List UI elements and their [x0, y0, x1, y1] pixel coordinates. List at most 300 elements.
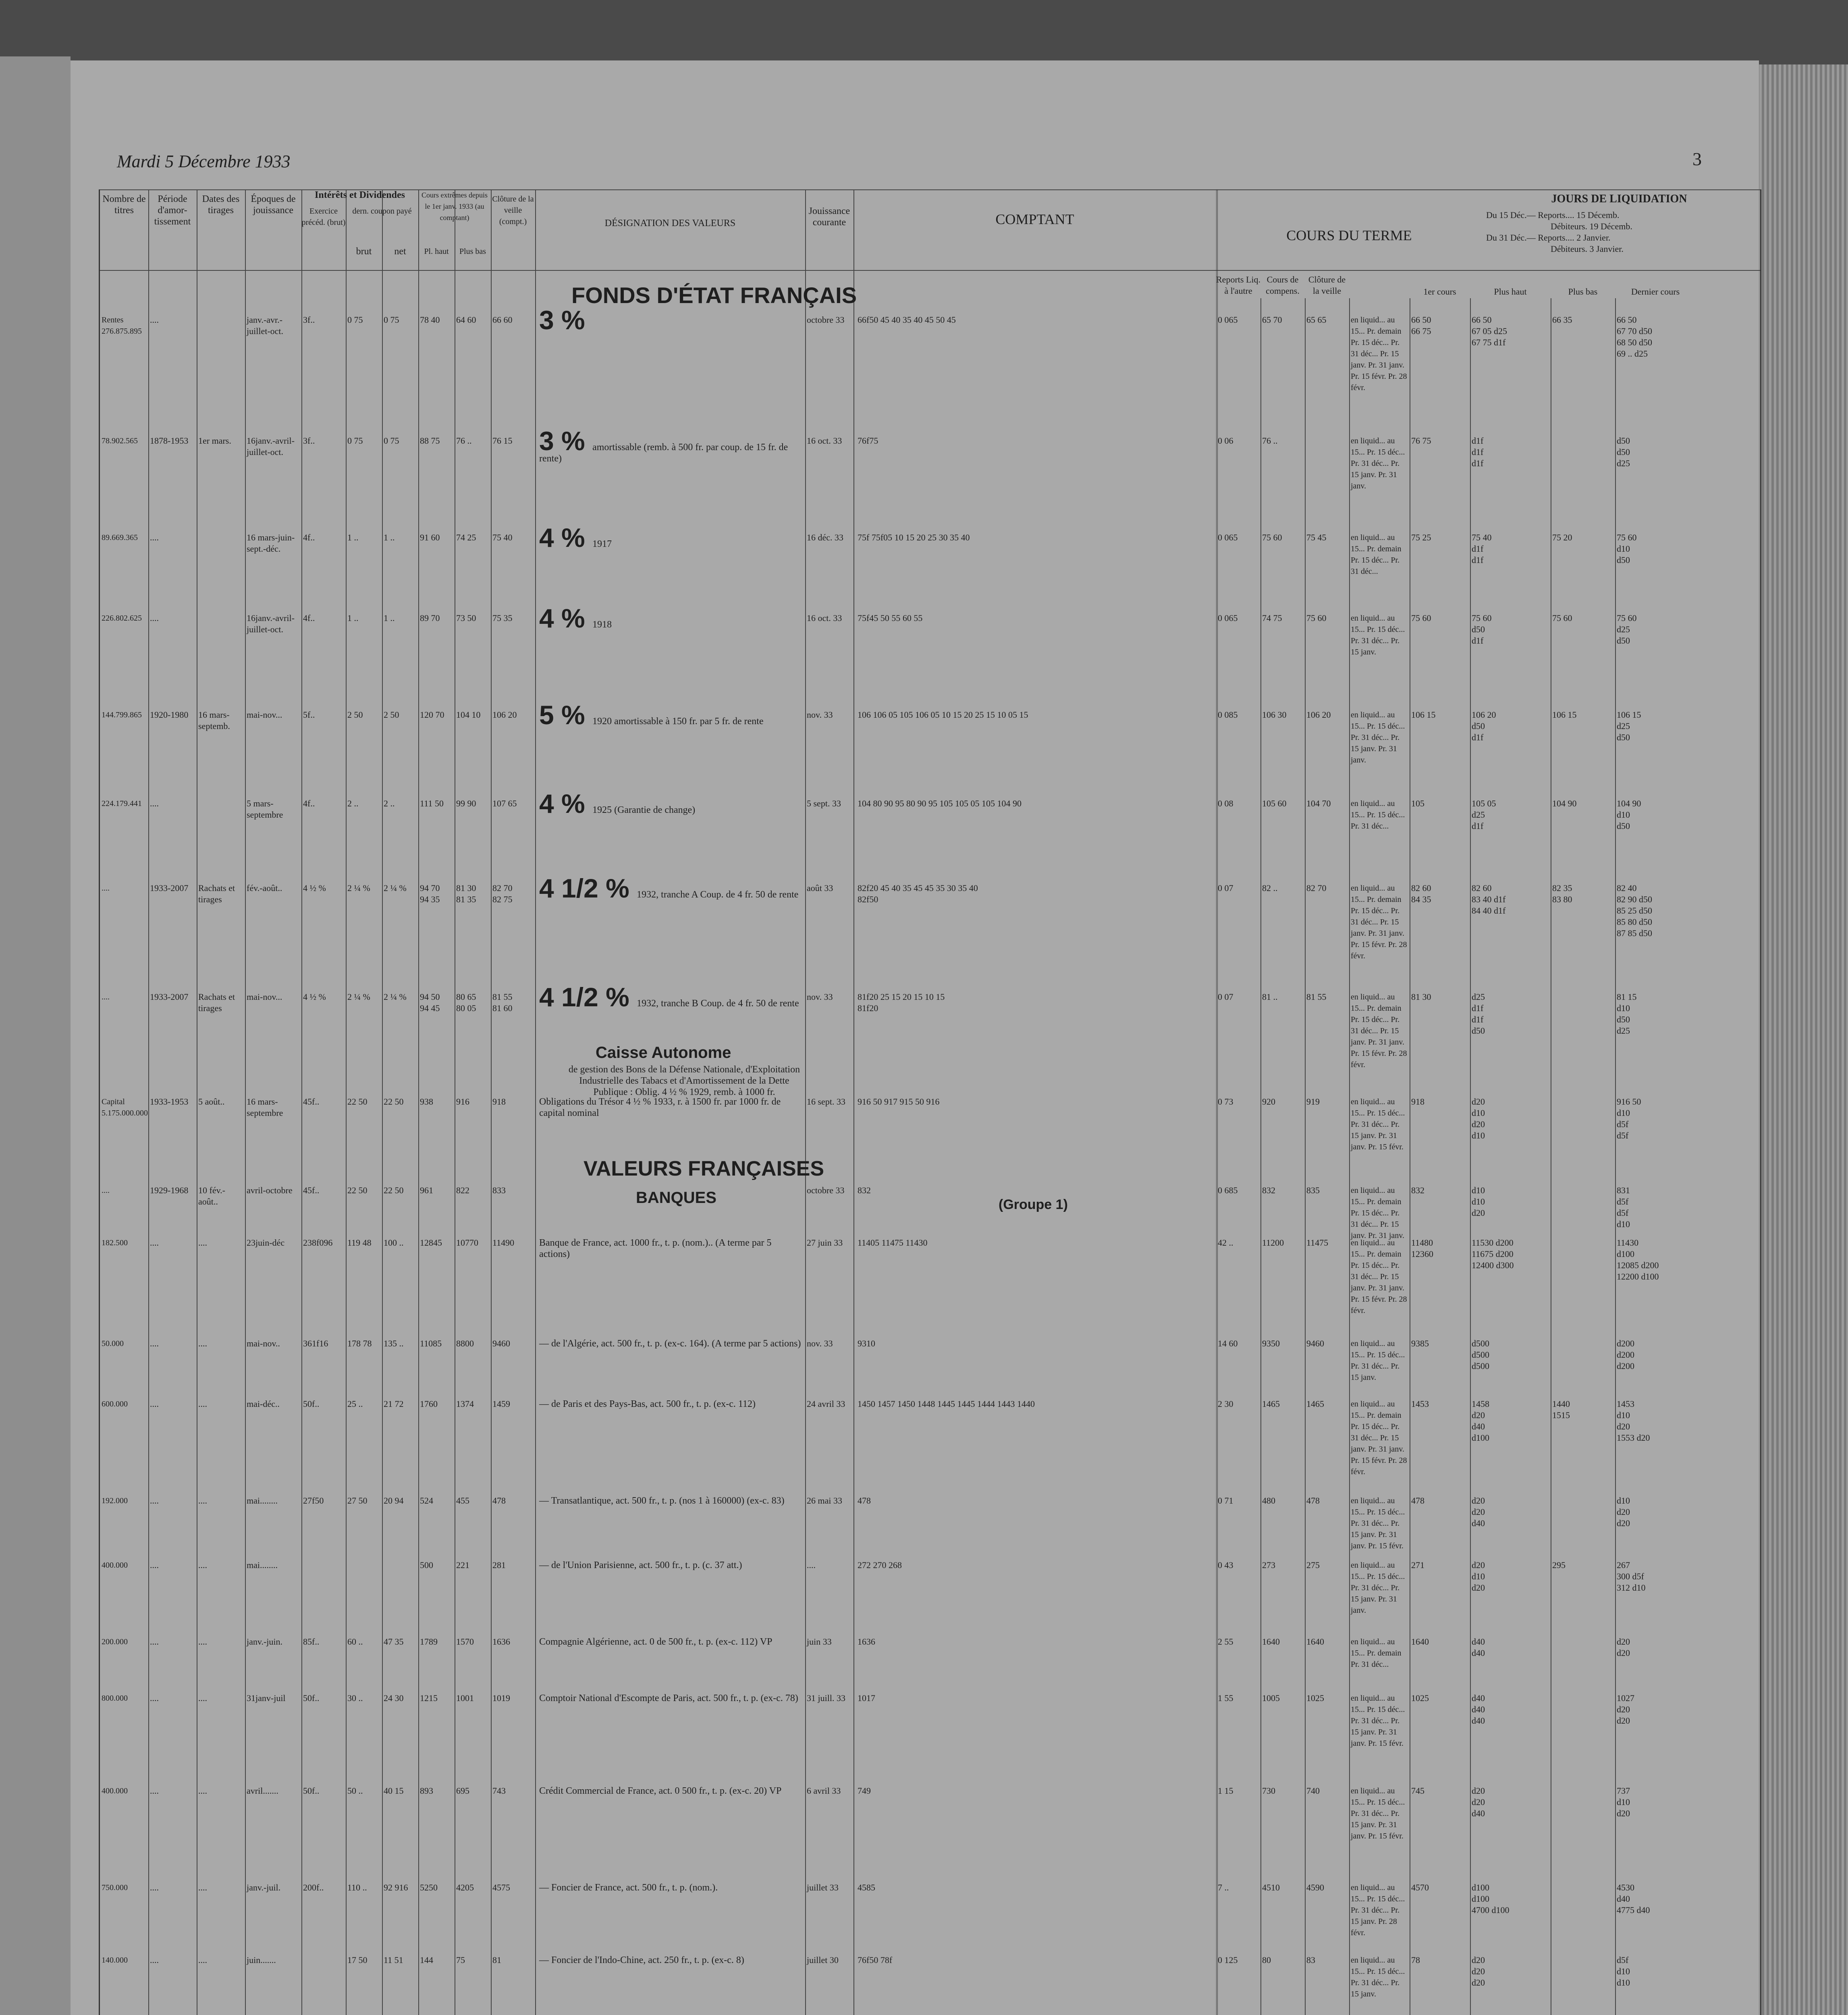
col-cours-compens: Cours de compens.: [1266, 274, 1300, 296]
cell-designation: [539, 700, 801, 730]
cell-jouiss: fév.-août..: [247, 883, 282, 893]
cell-clot2: 65 65: [1306, 315, 1327, 325]
cell-brut: 45f..: [303, 1097, 320, 1107]
cell-liq: en liquid... au 15... Pr. 15 déc... Pr. 31 déc... Pr. 15 janv. Pr. 31 janv.: [1351, 1561, 1407, 1615]
cell-p1: 1025: [1411, 1693, 1429, 1703]
cell-dc: 916 50 d10 d5f d5f: [1617, 1097, 1641, 1140]
cell-bas: 916: [456, 1097, 469, 1107]
cell-designation: [539, 1882, 801, 1893]
cell-brut: 4f..: [303, 532, 315, 542]
cell-dc: 267 300 d5f 312 d10: [1617, 1560, 1646, 1593]
cell-haut: 88 75: [420, 436, 440, 446]
cell-clot2: 82 70: [1306, 883, 1327, 893]
cell-net: 11 51: [384, 1955, 403, 1965]
cell-jcour: juillet 30: [807, 1955, 839, 1965]
cell-titres: Rentes 276.875.895: [102, 316, 142, 336]
cell-coupon: 17 50: [347, 1955, 368, 1965]
cell-ph: d10 d10 d20: [1472, 1185, 1485, 1218]
cell-dc: 4530 d40 4775 d40: [1617, 1882, 1650, 1915]
cell-clot: 11490: [492, 1238, 515, 1248]
cell-clot2: 4590: [1306, 1882, 1324, 1892]
cell-jcour: octobre 33: [807, 1185, 845, 1195]
cell-cours: 106 30: [1262, 710, 1287, 720]
cell-rep: 0 73: [1218, 1097, 1233, 1107]
designation-text: 1918: [592, 619, 612, 630]
cell-liq: en liquid... au 15... Pr. 15 déc... Pr. 31 déc... Pr. 15 janv. Pr. 31 janv. Pr. 15 févr.: [1351, 1694, 1407, 1748]
cell-bas: 75: [456, 1955, 465, 1965]
cell-amort: 1933-2007: [150, 992, 189, 1002]
cell-haut: 11085: [420, 1338, 442, 1348]
cell-haut: 12845: [420, 1238, 442, 1248]
cell-amort: ....: [150, 1693, 159, 1703]
cell-coupon: 27 50: [347, 1496, 368, 1506]
designation-text: — de Paris et des Pays-Bas, act. 500 fr., t. p. (ex-c. 112): [539, 1399, 756, 1409]
cell-p1: 106 15: [1411, 710, 1436, 720]
cell-rep: 0 065: [1218, 315, 1238, 325]
caisse-autonome-text: de gestion des Bons de la Défense Nationale, d'Exploitation Industrielle des Tabacs et d'Amortissement de la Dette Publique : Oblig. 4 ½ % 1929, remb. à 1000 fr.: [568, 1064, 800, 1097]
cell-tirages: ....: [198, 1786, 207, 1796]
cell-titres: 600.000: [102, 1400, 128, 1408]
cell-liq: en liquid... au 15... Pr. 15 déc... Pr. 31 déc... Pr. 15 janv. Pr. 31 janv. Pr. 15 févr.: [1351, 1786, 1407, 1841]
cell-dc: 75 60 d10 d50: [1617, 532, 1637, 565]
cell-jouiss: 16 mars-septembre: [247, 1097, 283, 1118]
cell-jcour: nov. 33: [807, 710, 833, 720]
cell-ph: 105 05 d25 d1f: [1472, 798, 1496, 831]
cell-titres: 89.669.365: [102, 533, 138, 542]
cell-coupon: 25 ..: [347, 1399, 363, 1409]
cell-cours: 11200: [1262, 1238, 1284, 1248]
cell-cours: 9350: [1262, 1338, 1280, 1348]
cell-coupon: 2 ..: [347, 798, 359, 808]
cell-bas: 455: [456, 1496, 469, 1506]
col-premier-cours: 1er cours: [1423, 287, 1456, 297]
designation-text: Banque de France, act. 1000 fr., t. p. (nom.).. (A terme par 5 actions): [539, 1238, 772, 1259]
cell-pb: 66 35: [1552, 315, 1572, 325]
cell-haut: 5250: [420, 1882, 438, 1892]
cell-haut: 89 70: [420, 613, 440, 623]
cell-clot: 743: [492, 1786, 506, 1796]
cell-clot: 4575: [492, 1882, 510, 1892]
cell-ph: d25 d1f d1f d50: [1472, 992, 1485, 1036]
cell-coupon: 0 75: [347, 436, 363, 446]
cell-coupon: 30 ..: [347, 1693, 363, 1703]
terme-title: COURS DU TERME: [1286, 227, 1412, 243]
cell-clot2: 75 45: [1306, 532, 1327, 542]
cell-ph: d20 d20 d20: [1472, 1955, 1485, 1988]
designation-text: — Transatlantique, act. 500 fr., t. p. (nos 1 à 160000) (ex-c. 83): [539, 1496, 785, 1506]
cell-titres: 224.179.441: [102, 799, 142, 808]
cell-net: 47 35: [384, 1637, 404, 1647]
cell-rep: 0 125: [1218, 1955, 1238, 1965]
cell-net: 1 ..: [384, 532, 395, 542]
cell-rep: 14 60: [1218, 1338, 1238, 1348]
cell-designation: [539, 1495, 801, 1506]
cell-brut: 4 ½ %: [303, 883, 326, 893]
cell-coupon: 110 ..: [347, 1882, 367, 1892]
cell-ph: d1f d1f d1f: [1472, 436, 1484, 468]
cell-net: 100 ..: [384, 1238, 404, 1248]
cell-haut: 144: [420, 1955, 433, 1965]
cell-p1: 9385: [1411, 1338, 1429, 1348]
cell-coupon: 60 ..: [347, 1637, 363, 1647]
designation-rate: 5 %: [539, 700, 593, 730]
cell-cours: 75 60: [1262, 532, 1282, 542]
cell-titres: 400.000: [102, 1786, 128, 1795]
cell-net: 92 916: [384, 1882, 408, 1892]
cell-clot: 76 15: [492, 436, 513, 446]
cell-titres: ....: [102, 1186, 110, 1195]
cell-cours: 1465: [1262, 1399, 1280, 1409]
cell-pb: 82 35 83 80: [1552, 883, 1572, 904]
cell-clot: 1019: [492, 1693, 510, 1703]
cell-bas: 221: [456, 1560, 469, 1570]
col-interets: Intérêts et Dividendes: [315, 190, 405, 200]
cell-jcour: nov. 33: [807, 992, 833, 1002]
cell-clot2: 75 60: [1306, 613, 1327, 623]
cell-bas: 76 ..: [456, 436, 472, 446]
cell-bas: 80 65 80 05: [456, 992, 476, 1013]
cell-liq: en liquid... au 15... Pr. 15 déc... Pr. 31 déc... Pr. 15 janv.: [1351, 614, 1407, 656]
cell-comptant: 4585: [858, 1882, 875, 1892]
cell-bas: 4205: [456, 1882, 474, 1892]
table: [99, 189, 1761, 2015]
cell-clot2: 478: [1306, 1496, 1320, 1506]
cell-jouiss: mai........: [247, 1496, 278, 1506]
cell-titres: 400.000: [102, 1561, 128, 1570]
cell-net: 135 ..: [384, 1338, 404, 1348]
cell-liq: en liquid... au 15... Pr. demain Pr. 15 déc... Pr. 31 déc... Pr. 15 janv. Pr. 31 janv.: [1351, 1186, 1404, 1240]
cell-net: 24 30: [384, 1693, 404, 1703]
cell-designation: [539, 1237, 801, 1260]
cell-coupon: 50 ..: [347, 1786, 363, 1796]
cell-comptant: 272 270 268: [858, 1560, 902, 1570]
cell-amort: ....: [150, 1955, 159, 1965]
cell-net: 2 ¼ %: [384, 992, 407, 1002]
cell-p1: 66 50 66 75: [1411, 315, 1431, 336]
col-dates-tirages: Dates des tirages: [202, 194, 240, 216]
cell-jcour: juin 33: [807, 1637, 832, 1647]
designation-rate: 4 %: [539, 789, 593, 818]
cell-coupon: 2 50: [347, 710, 363, 720]
cell-brut: 3f..: [303, 436, 315, 446]
cell-jcour: 26 mai 33: [807, 1496, 842, 1506]
designation-rate: 3 %: [539, 426, 593, 456]
cell-p1: 832: [1411, 1185, 1424, 1195]
designation-rate: 4 %: [539, 603, 593, 633]
cell-liq: en liquid... au 15... Pr. demain Pr. 15 déc... Pr. 31 déc... Pr. 15 janv. Pr. 31 janv. Pr. 15 févr. Pr. 28 févr.: [1351, 316, 1409, 392]
cell-haut: 111 50: [420, 798, 444, 808]
cell-bas: 64 60: [456, 315, 476, 325]
cell-p1: 271: [1411, 1560, 1424, 1570]
cell-rep: 0 085: [1218, 710, 1238, 720]
cell-clot2: 275: [1306, 1560, 1320, 1570]
cell-p1: 75 60: [1411, 613, 1431, 623]
cell-jouiss: mai........: [247, 1560, 278, 1570]
cell-dc: 1027 d20 d20: [1617, 1693, 1634, 1726]
cell-cours: 65 70: [1262, 315, 1282, 325]
cell-p1: 81 30: [1411, 992, 1431, 1002]
cell-clot2: 1025: [1306, 1693, 1324, 1703]
cell-clot: 81: [492, 1955, 501, 1965]
cell-clot2: 104 70: [1306, 798, 1331, 808]
cell-designation: [539, 1785, 801, 1797]
cell-p1: 745: [1411, 1786, 1424, 1796]
cell-liq: en liquid... au 15... Pr. 15 déc... Pr. 31 déc... Pr. 15 janv. Pr. 31 janv.: [1351, 436, 1407, 490]
col-periode-amort: Période d'amor-tissement: [154, 194, 191, 227]
cell-jcour: juillet 33: [807, 1882, 839, 1892]
cell-pb: 104 90: [1552, 798, 1577, 808]
cell-ph: d500 d500 d500: [1472, 1338, 1489, 1371]
col-plus-haut: Plus haut: [1494, 287, 1527, 297]
cell-cours: 480: [1262, 1496, 1275, 1506]
cell-comptant: 81f20 25 15 20 15 10 15 81f20: [858, 992, 945, 1013]
designation-text: Comptoir National d'Escompte de Paris, act. 500 fr., t. p. (ex-c. 78): [539, 1693, 798, 1703]
cell-designation: [539, 982, 801, 1012]
cell-jouiss: janv.-juin.: [247, 1637, 282, 1647]
cell-amort: ....: [150, 1399, 159, 1409]
cell-bas: 1001: [456, 1693, 474, 1703]
cell-clot: 9460: [492, 1338, 510, 1348]
cell-jcour: 27 juin 33: [807, 1238, 843, 1248]
cell-cours: 82 ..: [1262, 883, 1278, 893]
cell-liq: en liquid... au 15... Pr. 15 déc... Pr. 31 déc... Pr. 15 janv. Pr. 31 janv.: [1351, 710, 1407, 764]
cell-comptant: 11405 11475 11430: [858, 1238, 928, 1248]
cell-net: 22 50: [384, 1185, 404, 1195]
cell-brut: 85f..: [303, 1637, 320, 1647]
cell-p1: 75 25: [1411, 532, 1431, 542]
designation-rate: 4 1/2 %: [539, 982, 637, 1012]
cell-tirages: ....: [198, 1338, 207, 1348]
cell-cours: 730: [1262, 1786, 1275, 1796]
cell-jcour: ....: [807, 1560, 816, 1570]
cell-ph: d20 d20 d40: [1472, 1496, 1485, 1528]
cell-liq: en liquid... au 15... Pr. demain Pr. 15 déc... Pr. 31 déc...: [1351, 533, 1404, 576]
designation-text: — Foncier de France, act. 500 fr., t. p. (nom.).: [539, 1882, 718, 1893]
cell-pb: 1440 1515: [1552, 1399, 1570, 1420]
cell-clot: 918: [492, 1097, 506, 1107]
designation-rate: 4 %: [539, 523, 593, 553]
cell-haut: 94 50 94 45: [420, 992, 440, 1013]
cell-tirages: ....: [198, 1882, 207, 1892]
cell-comptant: 75f45 50 55 60 55: [858, 613, 923, 623]
cell-bas: 1570: [456, 1637, 474, 1647]
cell-ph: 82 60 83 40 d1f 84 40 d1f: [1472, 883, 1506, 916]
col-nombre-titres: Nombre de titres: [102, 194, 146, 216]
cell-dc: d50 d50 d25: [1617, 436, 1630, 468]
cell-dc: 1453 d10 d20 1553 d20: [1617, 1399, 1650, 1443]
cell-liq: en liquid... au 15... Pr. demain Pr. 15 déc... Pr. 31 déc... Pr. 15 janv. Pr. 31 janv. Pr. 15 févr. Pr. 28 févr.: [1351, 1400, 1409, 1476]
designation-text: 1932, tranche B Coup. de 4 fr. 50 de rente: [637, 998, 799, 1009]
cell-haut: 1760: [420, 1399, 438, 1409]
cell-designation: [539, 1955, 801, 1966]
cell-haut: 91 60: [420, 532, 440, 542]
cell-titres: ....: [102, 993, 110, 1001]
cell-jouiss: juin.......: [247, 1955, 276, 1965]
cell-jcour: 16 déc. 33: [807, 532, 844, 542]
cell-coupon: 1 ..: [347, 532, 359, 542]
cell-liq: en liquid... au 15... Pr. 15 déc... Pr. 31 déc... Pr. 15 janv. Pr. 31 janv. Pr. 15 févr.: [1351, 1496, 1407, 1550]
cell-brut: 27f50: [303, 1496, 324, 1506]
cell-jcour: août 33: [807, 883, 833, 893]
cell-net: 0 75: [384, 436, 399, 446]
cell-brut: 50f..: [303, 1399, 320, 1409]
cell-comptant: 76f50 78f: [858, 1955, 893, 1965]
cell-ph: d20 d10 d20 d10: [1472, 1097, 1485, 1140]
cell-titres: 800.000: [102, 1694, 128, 1703]
cell-ph: d100 d100 4700 d100: [1472, 1882, 1510, 1915]
cell-dc: 81 15 d10 d50 d25: [1617, 992, 1637, 1036]
page-number: 3: [1692, 149, 1702, 169]
cell-liq: en liquid... au 15... Pr. 15 déc... Pr. 31 déc... Pr. 15 janv.: [1351, 1339, 1407, 1382]
cell-titres: 182.500: [102, 1238, 128, 1247]
cell-comptant: 104 80 90 95 80 90 95 105 105 05 105 104 90: [858, 798, 1022, 808]
cell-rep: 0 685: [1218, 1185, 1238, 1195]
cell-bas: 822: [456, 1185, 469, 1195]
cell-cours: 74 75: [1262, 613, 1282, 623]
cell-dc: d20 d20: [1617, 1637, 1630, 1658]
page-edge: [1757, 64, 1848, 2015]
cell-designation: [539, 1636, 801, 1647]
cell-brut: 5f..: [303, 710, 315, 720]
cell-clot: 81 55 81 60: [492, 992, 513, 1013]
cell-jouiss: mai-nov...: [247, 992, 282, 1002]
cell-amort: ....: [150, 1496, 159, 1506]
col-pl-haut: Pl. haut: [424, 247, 449, 256]
cell-jcour: 5 sept. 33: [807, 798, 841, 808]
col-cloture-terme: Clôture de la veille: [1308, 274, 1346, 296]
cell-comptant: 9310: [858, 1338, 875, 1348]
cell-amort: ....: [150, 613, 159, 623]
cell-p1: 1640: [1411, 1637, 1429, 1647]
cell-clot: 833: [492, 1185, 506, 1195]
cell-comptant: 1017: [858, 1693, 875, 1703]
cell-liq: en liquid... au 15... Pr. demain Pr. 15 déc... Pr. 31 déc... Pr. 15 janv. Pr. 31 janv. Pr. 15 févr. Pr. 28 févr.: [1351, 884, 1409, 960]
cell-cours: 1005: [1262, 1693, 1280, 1703]
cell-rep: 0 71: [1218, 1496, 1233, 1506]
cell-jcour: 16 sept. 33: [807, 1097, 845, 1107]
cell-brut: 361f16: [303, 1338, 328, 1348]
cell-net: 20 94: [384, 1496, 404, 1506]
cell-rep: 2 55: [1218, 1637, 1233, 1647]
cell-clot2: 81 55: [1306, 992, 1327, 1002]
facing-page-strip: [0, 56, 71, 2015]
cell-bas: 73 50: [456, 613, 476, 623]
cell-dc: 11430 d100 12085 d200 12200 d100: [1617, 1238, 1659, 1282]
page: [71, 60, 1759, 2015]
cell-tirages: ....: [198, 1496, 207, 1506]
cell-liq: en liquid... au 15... Pr. 15 déc... Pr. 31 déc...: [1351, 799, 1407, 831]
cell-rep: 7 ..: [1218, 1882, 1229, 1892]
cell-jouiss: mai-déc..: [247, 1399, 280, 1409]
cell-titres: 140.000: [102, 1956, 128, 1965]
col-designation: DÉSIGNATION DES VALEURS: [604, 218, 736, 229]
cell-cours: 80: [1262, 1955, 1271, 1965]
cell-clot2: 1640: [1306, 1637, 1324, 1647]
cell-ph: 75 40 d1f d1f: [1472, 532, 1492, 565]
cell-titres: Capital 5.175.000.000: [102, 1097, 148, 1118]
cell-coupon: 2 ¼ %: [347, 992, 370, 1002]
cell-clot: 107 65: [492, 798, 517, 808]
cell-dc: d10 d20 d20: [1617, 1496, 1630, 1528]
cell-haut: 938: [420, 1097, 433, 1107]
cell-jcour: 16 oct. 33: [807, 436, 842, 446]
cell-comptant: 916 50 917 915 50 916: [858, 1097, 940, 1107]
cell-amort: ....: [150, 1882, 159, 1892]
cell-ph: 66 50 67 05 d25 67 75 d1f: [1472, 315, 1507, 347]
cell-titres: 78.902.565: [102, 436, 138, 445]
cell-tirages: 5 août..: [198, 1097, 225, 1107]
cell-rep: 0 065: [1218, 613, 1238, 623]
cell-bas: 81 30 81 35: [456, 883, 476, 904]
cell-jouiss: avril-octobre: [247, 1185, 293, 1195]
col-jouissance-courante: Jouissance courante: [808, 206, 850, 228]
designation-text: Crédit Commercial de France, act. 0 500 fr., t. p. (ex-c. 20) VP: [539, 1786, 782, 1796]
cell-designation: [539, 789, 801, 818]
cell-p1: 1453: [1411, 1399, 1429, 1409]
cell-brut: 50f..: [303, 1693, 320, 1703]
cell-comptant: 478: [858, 1496, 871, 1506]
cell-coupon: 1 ..: [347, 613, 359, 623]
cell-comptant: 66f50 45 40 35 40 45 50 45: [858, 315, 956, 325]
cell-cours: 105 60: [1262, 798, 1287, 808]
cell-jcour: nov. 33: [807, 1338, 833, 1348]
cell-designation: [539, 603, 801, 633]
cell-designation: [539, 1693, 801, 1704]
designation-text: Obligations du Trésor 4 ½ % 1933, r. à 1500 fr. par 1000 fr. de capital nominal: [539, 1097, 781, 1118]
cell-ph: 106 20 d50 d1f: [1472, 710, 1496, 742]
cell-tirages: ....: [198, 1637, 207, 1647]
cell-jcour: octobre 33: [807, 315, 845, 325]
groupe-label: (Groupe 1): [999, 1197, 1068, 1212]
cell-clot2: 106 20: [1306, 710, 1331, 720]
cell-liq: en liquid... au 15... Pr. demain Pr. 31 déc...: [1351, 1637, 1404, 1669]
cell-amort: ....: [150, 798, 159, 808]
cell-brut: 4f..: [303, 613, 315, 623]
cell-jcour: 6 avril 33: [807, 1786, 841, 1796]
cell-amort: 1929-1968: [150, 1185, 189, 1195]
cell-brut: 50f..: [303, 1786, 320, 1796]
cell-titres: ....: [102, 884, 110, 893]
cell-clot: 1636: [492, 1637, 510, 1647]
designation-rate: 3 %: [539, 305, 585, 335]
cell-comptant: 76f75: [858, 436, 878, 446]
cell-p1: 478: [1411, 1496, 1424, 1506]
cell-titres: 200.000: [102, 1637, 128, 1646]
cell-brut: 45f..: [303, 1185, 320, 1195]
col-plus-bas-terme: Plus bas: [1568, 287, 1598, 297]
col-reports: Reports Liq. à l'autre: [1216, 274, 1260, 296]
cell-cours: 4510: [1262, 1882, 1280, 1892]
cell-amort: 1933-1953: [150, 1097, 189, 1107]
cell-dc: 737 d10 d20: [1617, 1786, 1630, 1818]
cell-jouiss: 16 mars-juin-sept.-déc.: [247, 532, 295, 554]
cell-clot2: 1465: [1306, 1399, 1324, 1409]
cell-tirages: ....: [198, 1693, 207, 1703]
col-cours-extremes: Cours extrêmes depuis le 1er janv. 1933 (au comptant): [422, 191, 488, 222]
cell-jouiss: avril.......: [247, 1786, 278, 1796]
cell-liq: en liquid... au 15... Pr. 15 déc... Pr. 31 déc... Pr. 15 janv. Pr. 31 janv. Pr. 15 févr.: [1351, 1097, 1407, 1151]
cell-jouiss: mai-nov...: [247, 710, 282, 720]
cell-haut: 524: [420, 1496, 433, 1506]
cell-tirages: 1er mars.: [198, 436, 231, 446]
cell-comptant: 82f20 45 40 35 45 45 35 30 35 40 82f50: [858, 883, 978, 904]
cell-coupon: 178 78: [347, 1338, 372, 1348]
cell-coupon: 22 50: [347, 1097, 368, 1107]
cell-amort: ....: [150, 315, 159, 325]
cell-haut: 893: [420, 1786, 433, 1796]
col-cloture-veille: Clôture de la veille (compt.): [492, 195, 534, 226]
col-net: net: [394, 246, 406, 257]
